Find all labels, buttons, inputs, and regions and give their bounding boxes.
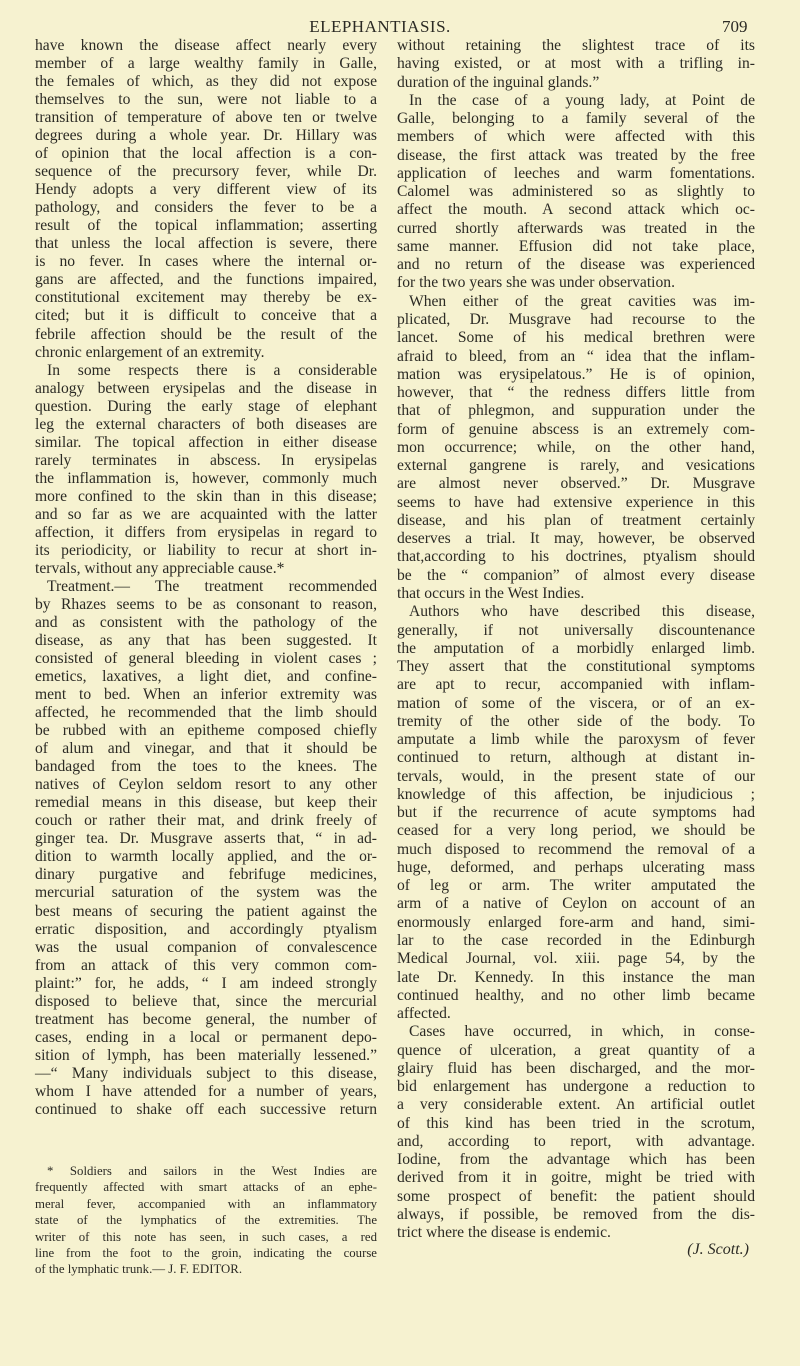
text-line: for the two years she was under observation.: [397, 274, 676, 292]
text-line: arm of a native of Ceylon on account of an: [397, 895, 755, 913]
text-line: trict where the disease is endemic.: [397, 1224, 611, 1242]
text-line: ceased for a very long period, we should be: [397, 822, 755, 840]
text-line: however, that “ the redness differs little from: [397, 384, 755, 402]
text-line: are almost never observed.” Dr. Musgrave: [397, 475, 755, 493]
text-line: dinary purgative and febrifuge medicines,: [35, 866, 377, 884]
text-line: disease, as any that has been suggested. It: [35, 632, 377, 650]
text-line: erratic disposition, and accordingly ptyalism: [35, 920, 377, 938]
paragraph: [35, 1163, 377, 1278]
text-line: was the usual companion of convalescence: [35, 938, 377, 956]
text-line: curred shortly afterwards was treated in the: [397, 219, 755, 237]
text-line: —“ Many individuals subject to this disease,: [35, 1064, 377, 1082]
text-line: enormously enlarged fore-arm and hand, simi-: [397, 913, 755, 931]
paragraph: [397, 92, 755, 293]
text-line: disease, and his plan of treatment certainly: [397, 511, 755, 529]
paragraph: [397, 1023, 755, 1242]
text-line: bandaged from the toes to the knees. The: [35, 758, 377, 776]
text-line: by Rhazes seems to be as consonant to reason,: [35, 595, 377, 613]
text-line: treatment has become general, the number of: [35, 1010, 377, 1028]
text-line: of alum and vinegar, and that it should be: [35, 740, 377, 758]
text-line: mon occurrence; while, on the other hand,: [397, 438, 755, 456]
text-line: application of leeches and warm fomentations.: [397, 164, 755, 182]
text-line: plicated, Dr. Musgrave had recourse to the: [397, 310, 755, 328]
paragraph: [35, 362, 377, 578]
text-line: having existed, or at most with a trifling in-: [397, 55, 755, 73]
text-line: result of the topical inflammation; asserting: [35, 217, 377, 235]
text-line: of the lymphatic trunk.— J. F. EDITOR.: [35, 1262, 243, 1277]
text-line: duration of the inguinal glands.”: [397, 73, 600, 91]
text-line: mation was erysipelatous.” He is of opinion,: [397, 365, 755, 383]
text-line: best means of securing the patient against the: [35, 902, 377, 920]
text-line: be the “ companion” of almost every disease: [397, 566, 755, 584]
text-line: lancet. Some of his medical brethren were: [397, 329, 755, 347]
text-line: dition to warmth locally applied, and the or-: [35, 848, 377, 866]
text-line: continued to shake off each successive return: [35, 1100, 377, 1118]
text-line: Galle, belonging to a family several of the: [397, 110, 755, 128]
text-line: constitutional excitement may thereby be ex-: [35, 289, 377, 307]
text-line: knowledge of this affection, be injudicious ;: [397, 785, 755, 803]
text-line: much disposed to recommend the removal of a: [397, 840, 755, 858]
text-line: gans are affected, and the functions impaired,: [35, 271, 377, 289]
text-line: the amputation of a morbidly enlarged limb.: [397, 639, 755, 657]
text-line: analogy between erysipelas and the disease in: [35, 379, 377, 397]
text-line: the inflammation is, however, commonly much: [35, 469, 377, 487]
text-line: Calomel was administered so as slightly to: [397, 183, 755, 201]
paragraph: [397, 293, 755, 604]
text-line: couch or rather their mat, and drink freely of: [35, 812, 377, 830]
text-line: late Dr. Kennedy. In this instance the man: [397, 968, 755, 986]
text-line: natives of Ceylon seldom resort to any other: [35, 776, 377, 794]
text-line: and, according to report, with advantage.: [397, 1132, 755, 1150]
text-line: disposed to believe that, since the mercurial: [35, 992, 377, 1010]
text-line: seems to have had extensive experience in this: [397, 493, 755, 511]
text-line: affected, he recommended that the limb should: [35, 704, 377, 722]
text-line: same manner. Effusion did not take place,: [397, 237, 755, 255]
text-line: consisted of general bleeding in violent cases ;: [35, 650, 377, 668]
text-line: are apt to recur, accompanied with inflam-: [397, 676, 755, 694]
paragraph: [35, 37, 377, 362]
text-line: more confined to the skin than in this disease;: [35, 487, 377, 505]
text-line: that occurs in the West Indies.: [397, 584, 585, 602]
text-line: ginger tea. Dr. Musgrave asserts that, “ in ad-: [35, 830, 377, 848]
text-line: chronic enlargement of an extremity.: [35, 343, 265, 361]
text-line: affect the mouth. A second attack which oc-: [397, 201, 755, 219]
text-line: In the case of a young lady, at Point de: [409, 91, 755, 109]
footnote: [35, 1163, 377, 1278]
text-line: and so far as we are acquainted with the latter: [35, 505, 377, 523]
text-line: the females of which, as they did not expose: [35, 73, 377, 91]
text-line: transition of temperature of above ten or twelve: [35, 109, 377, 127]
text-line: febrile affection should be the result of the: [35, 325, 377, 343]
page-number: 709: [722, 17, 748, 36]
text-line: whom I have attended for a number of years,: [35, 1082, 377, 1100]
text-line: always, if possible, be removed from the dis-: [397, 1206, 755, 1223]
text-line: generally, if not universally discountenance: [397, 621, 755, 639]
text-line: mation of some of the viscera, or of an ex-: [397, 694, 755, 712]
text-line: mercurial saturation of the system was the: [35, 884, 377, 902]
text-line: themselves to the sun, were not liable to a: [35, 91, 377, 109]
text-line: and as consistent with the pathology of the: [35, 614, 377, 631]
text-line: emetics, laxatives, a light diet, and confine-: [35, 668, 377, 686]
text-line: meral fever, accompanied with an inflammatory: [35, 1196, 377, 1211]
text-line: state of the lymphatics of the extremities. The: [35, 1213, 377, 1228]
text-line: that unless the local affection is severe, there: [35, 235, 377, 253]
text-line: tervals, would, in the present state of our: [397, 767, 755, 785]
text-line: tervals, without any appreciable cause.*: [35, 559, 285, 577]
text-line: and no return of the disease was experienced: [397, 256, 755, 274]
text-line: Treatment.— The treatment recommended: [47, 577, 377, 595]
text-line: member of a large wealthy family in Galle,: [35, 55, 377, 73]
text-line: be rubbed with an epitheme composed chiefly: [35, 722, 377, 740]
text-line: affected.: [397, 1005, 451, 1023]
text-line: disease, the first attack was treated by the free: [397, 146, 755, 164]
text-line: question. During the early stage of elephant: [35, 397, 377, 415]
text-line: lar to the case recorded in the Edinburgh: [397, 932, 755, 950]
text-line: plaint:” for, he adds, “ I am indeed strongly: [35, 974, 377, 992]
text-line: * Soldiers and sailors in the West Indies are: [47, 1164, 377, 1178]
text-line: that,according to his doctrines, ptyalism should: [397, 548, 755, 566]
text-line: quence of ulceration, a great quantity of a: [397, 1041, 755, 1059]
text-line: In some respects there is a considerable: [47, 361, 377, 379]
text-line: tremity of the other side of the body. To: [397, 712, 755, 730]
text-line: members of which were affected with this: [397, 128, 755, 146]
text-line: that of phlegmon, and suppuration under the: [397, 402, 755, 420]
text-line: amputate a limb while the paroxysm of fever: [397, 731, 755, 749]
text-line: affection, it differs from erysipelas in regard to: [35, 523, 377, 541]
text-line: but if the recurrence of acute symptoms had: [397, 804, 755, 822]
text-line: Cases have occurred, in which, in conse-: [409, 1023, 755, 1041]
text-line: have known the disease affect nearly every: [35, 37, 377, 54]
signature: (J. Scott.): [687, 1241, 749, 1258]
text-line: derived from it in goitre, might be tried with: [397, 1169, 755, 1187]
text-line: some prospect of benefit: the patient should: [397, 1187, 755, 1205]
text-line: of leg or arm. The writer amputated the: [397, 877, 755, 895]
text-line: When either of the great cavities was im-: [409, 292, 755, 310]
text-line: without retaining the slightest trace of its: [397, 37, 755, 54]
text-line: deserves a trial. It may, however, be observed: [397, 530, 755, 548]
text-line: is no fever. In cases where the internal or-: [35, 253, 377, 271]
running-header-title: ELEPHANTIASIS.: [309, 17, 451, 36]
text-line: writer of this note has seen, in such cases, a red: [35, 1229, 377, 1244]
text-line: bid enlargement has undergone a reduction to: [397, 1078, 755, 1096]
text-line: cases, ending in a local or permanent depo-: [35, 1028, 377, 1046]
text-line: external gangrene is rarely, and vesications: [397, 457, 755, 475]
text-line: frequently affected with smart attacks of an ephe-: [35, 1180, 377, 1195]
text-line: degrees during a whole year. Dr. Hillary was: [35, 127, 377, 145]
text-line: a very considerable extent. An artificial outlet: [397, 1096, 755, 1114]
right-column: [397, 37, 755, 1243]
text-line: leg the external characters of both diseases are: [35, 415, 377, 433]
text-line: huge, deformed, and perhaps ulcerating mass: [397, 858, 755, 876]
text-line: sequence of the precursory fever, while Dr.: [35, 163, 377, 181]
text-line: of this kind has been tried in the scrotum,: [397, 1114, 755, 1132]
text-line: ment to bed. When an inferior extremity was: [35, 686, 377, 704]
paragraph: [397, 37, 755, 92]
text-line: They assert that the constitutional symptoms: [397, 658, 755, 676]
text-line: rarely terminates in abscess. In erysipelas: [35, 451, 377, 469]
text-line: continued healthy, and no other limb became: [397, 986, 755, 1004]
left-column: [35, 37, 377, 1119]
text-line: remedial means in this disease, but keep their: [35, 794, 377, 812]
text-line: line from the foot to the groin, indicating the course: [35, 1246, 377, 1261]
text-line: sition of lymph, has been materially lessened.”: [35, 1046, 377, 1064]
text-line: its periodicity, or liability to recur at short in-: [35, 541, 377, 559]
text-line: from an attack of this very common com-: [35, 956, 377, 974]
text-line: cited; but it is difficult to conceive that a: [35, 307, 377, 325]
text-line: form of genuine abscess is an extremely com-: [397, 420, 755, 438]
text-line: glairy fluid has been discharged, and the mor-: [397, 1059, 755, 1077]
text-line: Medical Journal, vol. xiii. page 54, by the: [397, 950, 755, 968]
text-line: continued to return, although at distant in-: [397, 749, 755, 767]
paragraph: [35, 578, 377, 1119]
text-line: Authors who have described this disease,: [409, 603, 755, 621]
paragraph: [397, 603, 755, 1023]
text-line: pathology, and considers the fever to be a: [35, 199, 377, 217]
text-line: similar. The topical affection in either disease: [35, 433, 377, 451]
text-line: of opinion that the local affection is a con-: [35, 145, 377, 163]
text-line: afraid to bleed, from an “ idea that the inflam-: [397, 347, 755, 365]
text-line: Iodine, from the advantage which has been: [397, 1151, 755, 1169]
text-line: Hendy adopts a very different view of its: [35, 181, 377, 199]
